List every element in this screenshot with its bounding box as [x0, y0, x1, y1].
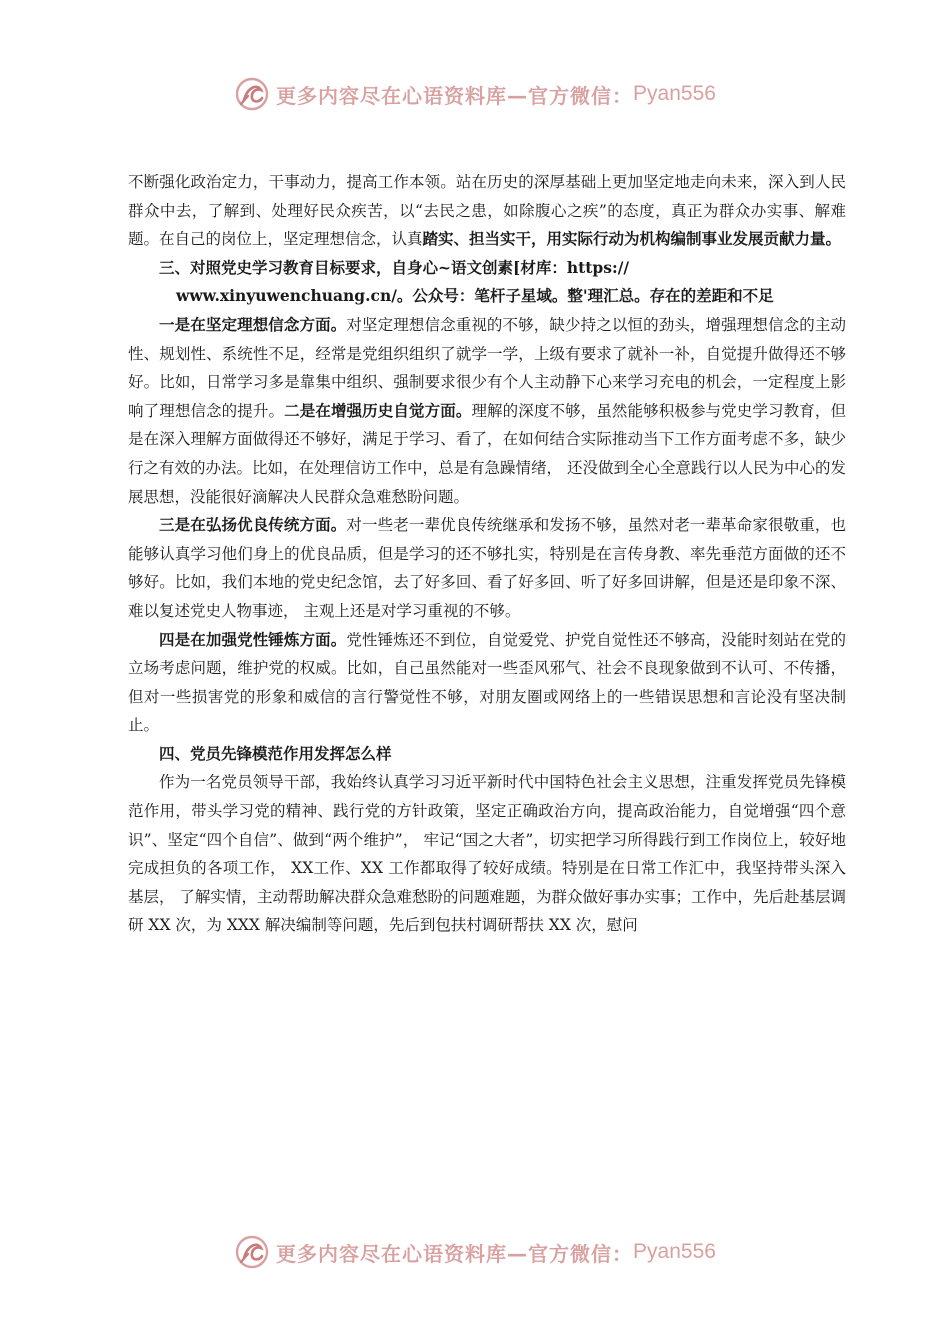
- header-banner: [0, 72, 950, 116]
- flame-swirl-logo-icon: [234, 1234, 270, 1270]
- paragraph-2-bold: 一是在坚定理想信念方面。: [159, 314, 347, 334]
- paragraph-1-text: 不断强化政治定力，干事动力，提高工作本领。站在历史的深厚基础上更加坚定地走向未来，深入到人民群众中去，了解到、处理好民众疾苦，以“去民之患，如除腹心之疾”的态度，真正为群众办实事、解难题。在自己的岗位上，坚定理想信念，认真: [128, 173, 846, 249]
- section-3-heading-cont: [128, 282, 846, 311]
- section-3-heading-line1: 三、对照党史学习教育目标要求，自身心~语文创素[材库：https://: [159, 257, 630, 277]
- footer-wechat-id: Pyan556: [633, 1240, 716, 1263]
- paragraph-2-bold2: 二是在增强历史自觉方面。: [284, 400, 472, 420]
- document-body: [128, 168, 846, 940]
- footer-banner-text: 更多内容尽在心语资料库—官方微信：: [276, 1241, 634, 1266]
- section-3-heading: [128, 254, 846, 283]
- flame-swirl-logo-icon: [234, 76, 270, 112]
- paragraph-3: [128, 511, 846, 625]
- section-3-heading-line2: www.xinyuwenchuang.cn/。公众号：笔杆子星域。整'理汇总。存在的差距和不足: [176, 286, 774, 306]
- paragraph-3-text: 对一些老一辈优良传统继承和发扬不够，虽然对老一辈革命家很敬重，也能够认真学习他们身上的优良品质，但是学习的还不够扎实，特别是在言传身教、率先垂范方面做的还不够好。比如，我们本地的党史纪念馆，去了好多回、看了好多回、听了好多回讲解，但是还是印象不深、难以复述党史人物事迹， 主观上还是对学习重视的不够。: [128, 516, 846, 620]
- banner-text: 更多内容尽在心语资料库—官方微信：: [276, 83, 634, 108]
- paragraph-4: [128, 626, 846, 740]
- paragraph-4-bold: 四是在加强党性锤炼方面。: [159, 629, 347, 649]
- paragraph-2: [128, 311, 846, 511]
- banner-wechat-id: Pyan556: [633, 82, 716, 105]
- paragraph-2-text: 对坚定理想信念重视的不够，缺少持之以恒的劲头，增强理想信念的主动性、规划性、系统性不足，经常是党组织组织了就学一学，上级有要求了就补一补，自觉提升做得还不够好。比如，日常学习多是靠集中组织、强制要求很少有个人主动静下心来学习充电的机会，一定程度上影响了理想信念的提升。: [128, 315, 846, 420]
- paragraph-1: [128, 168, 846, 254]
- paragraph-4-text: 党性锤炼还不到位，自觉爱党、护党自觉性还不够高，没能时刻站在党的立场考虑问题，维护党的权威。比如，自己虽然能对一些歪风邪气、社会不良现象做到不认可、不传播，但对一些损害党的形象和威信的言行警觉性不够，对朋友圈或网络上的一些错误思想和言论没有坚决制止。: [128, 630, 846, 735]
- paragraph-1-bold: 踏实、担当实干，用实际行动为机构编制事业发展贡献力量。: [422, 229, 842, 249]
- paragraph-2-text2: 理解的深度不够，虽然能够积极参与党史学习教育，但是在深入理解方面做得还不够好，满足于学习、看了，在如何结合实际推动当下工作方面考虑不多，缺少行之有效的办法。比如，在处理信访工作中，总是有急躁情绪， 还没做到全心全意践行以人民为中心的发展思想，没能很好滴解决人民群众急难愁盼问题。: [128, 401, 846, 506]
- paragraph-5: 作为一名党员领导干部，我始终认真学习习近平新时代中国特色社会主义思想，注重发挥党员先锋模范作用，带头学习党的精神、践行党的方针政策，坚定正确政治方向，提高政治能力，自觉增强“四个意识”、坚定“四个自信”、做到“两个维护”， 牢记“国之大者”，切实把学习所得践行到工作岗位上，较好地完成担负的各项工作， XX工作、XX 工作都取得了较好成绩。特别是在日常工作汇中，我坚持带头深入基层， 了解实情，主动帮助解决群众急难愁盼的问题难题，为群众做好事办实事；工作中，先后赴基层调研 XX 次，为 XXX 解决编制等问题，先后到包扶村调研帮扶 XX 次，慰问: [128, 773, 846, 935]
- section-4-heading: 四、党员先锋模范作用发挥怎么样: [159, 743, 392, 763]
- paragraph-3-bold: 三是在弘扬优良传统方面。: [159, 515, 347, 535]
- footer-banner: [0, 1230, 950, 1274]
